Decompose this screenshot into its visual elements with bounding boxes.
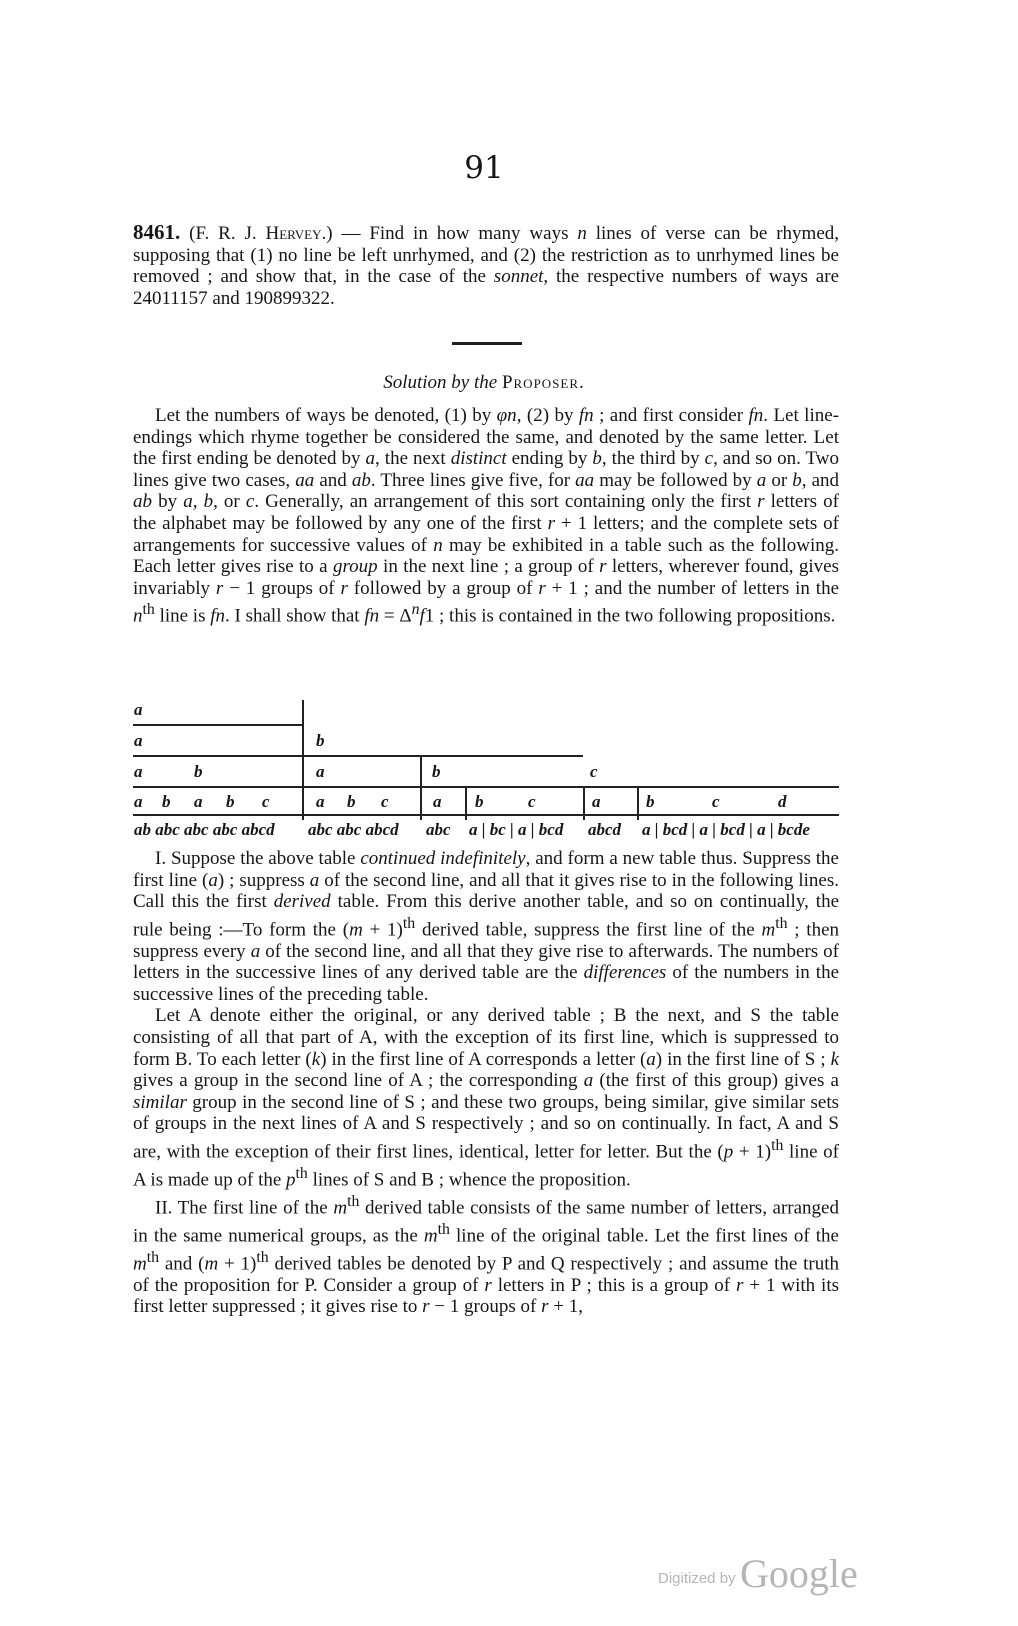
paragraph-intro: Let the numbers of ways be denoted, (1) by φn, (2) by fn ; and first consider fn. Let line-endings which rhyme together be considered the same, and denoted by the same letter. Let the first ending be denoted by a, the next distinct ending by b, the third by c, and so on. Two lines give two cases, aa and ab. Three lines give five, for aa may be followed by a or b, and ab by a, b, or c. Generally, an arrangement of this sort containing only the first r letters of the alphabet may be followed by any one of the first r + 1 letters; and the complete sets of arrangements for successive values of n may be exhibited in a table such as the following. Each letter gives rise to a group in the next line ; a group of r letters, wherever found, gives invariably r − 1 groups of r followed by a group of r + 1 ; and the number of letters in the $n^{th}$ line is fn. I shall show that fn = $\Delta^nf1$ ; this is contained in the two following propositions.	[133, 405, 840, 627]
watermark-prefix: Digitized by	[658, 1570, 736, 1587]
table-cell: b	[316, 731, 325, 750]
table-cell: b	[226, 792, 235, 811]
paragraph-let-a-denote: Let A denote either the original, or any derived table ; B the next, and S the table consisting of all that part of A, with the exception of its first line, which is suppressed to form B. To each letter (k) in the first line of A corresponds a letter (a) in the first line of S ; k gives a group in the second line of A ; the corresponding a (the first of this group) gives a similar group in the second line of S ; and these two groups, being similar, give similar sets of groups in the next lines of A and S respectively ; and so on continually. In fact, A and S are, with the exception of their first lines, identical, letter for letter. But the $(p + 1)^{th}$ line of A is made up of the $p^{th}$ lines of S and B ; whence the proposition.	[133, 1005, 839, 1191]
table-vline	[465, 788, 467, 820]
table-cell: b	[347, 792, 356, 811]
solution-heading-prefix: Solution by the	[383, 372, 498, 393]
table-cell: a	[134, 731, 143, 750]
paragraph-proposition-2: II. The first line of the $m^{th}$ derived table consists of the same number of letters, arranged in the same numerical groups, as the $m^{th}$ line of the original table. Let the first lines of the $m^{th}$ and $(m + 1)^{th}$ derived tables be denoted by P and Q respectively ; and assume the truth of the proposition for P. Consider a group of r letters in P ; this is a group of r + 1 with its first letter suppressed ; it gives rise to r − 1 groups of r + 1,	[133, 1192, 840, 1318]
table-vline	[637, 788, 639, 820]
table-cell: b	[194, 762, 203, 781]
table-cell: a	[194, 792, 203, 811]
table-vline	[420, 757, 422, 820]
table-cell: a	[134, 792, 143, 811]
solution-heading	[0, 372, 968, 394]
table-cell: a	[433, 792, 442, 811]
propositions-block	[133, 848, 839, 1318]
table-cell: a | bc | a | bcd	[469, 820, 564, 839]
table-cell: a	[316, 792, 325, 811]
google-logo: Google	[740, 1551, 858, 1596]
paragraph-proposition-1: I. Suppose the above table continued indefinitely, and form a new table thus. Suppress the first line (a) ; suppress a of the second line, and all that it gives rise to in the following lines. Call this the first derived table. From this derive another table, and so on continually, the rule being :—To form the $(m + 1)^{th}$ derived table, suppress the first line of the $m^{th}$ ; then suppress every a of the second line, and all that they give rise to afterwards. The numbers of letters in the successive lines of any derived table are the differences of the numbers in the successive lines of the preceding table.	[133, 848, 840, 1005]
digitized-by-watermark	[658, 1550, 858, 1597]
table-cell: abc	[426, 820, 451, 839]
table-cell: a	[134, 700, 143, 719]
table-vline	[302, 700, 304, 820]
table-cell: b	[432, 762, 441, 781]
section-divider	[452, 342, 522, 345]
solution-heading-name: Proposer.	[501, 372, 585, 393]
table-hline	[133, 724, 302, 726]
table-cell: c	[528, 792, 536, 811]
problem-text: (F. R. J. Hervey.) — Find in how many ways n lines of verse can be rhymed, supposing that (1) no line be left unrhymed, and (2) the restriction as to unrhymed lines be removed ; and show that, in the case of the sonnet, the respective numbers of ways are 24011157 and 190899322.	[133, 223, 840, 309]
table-cell: c	[381, 792, 389, 811]
table-cell: abcd	[588, 820, 622, 839]
table-cell: d	[778, 792, 787, 811]
table-cell: a | bcd | a | bcd | a | bcde	[642, 820, 810, 839]
table-cell: a	[134, 762, 143, 781]
table-vline	[583, 788, 585, 820]
table-cell: c	[712, 792, 720, 811]
table-cell: b	[646, 792, 655, 811]
page-number: 91	[464, 150, 504, 186]
table-hline	[133, 814, 839, 816]
table-cell: b	[475, 792, 484, 811]
problem-number: 8461.	[133, 220, 181, 244]
table-cell: ab abc abc abc abcd	[134, 820, 275, 839]
table-hline	[133, 755, 583, 757]
table-cell: abc abc abcd	[308, 820, 399, 839]
table-cell: b	[162, 792, 171, 811]
table-hline	[133, 786, 839, 788]
table-cell: c	[262, 792, 270, 811]
table-cell: c	[590, 762, 598, 781]
table-cell: a	[592, 792, 601, 811]
problem-statement	[133, 222, 839, 309]
table-cell: a	[316, 762, 325, 781]
